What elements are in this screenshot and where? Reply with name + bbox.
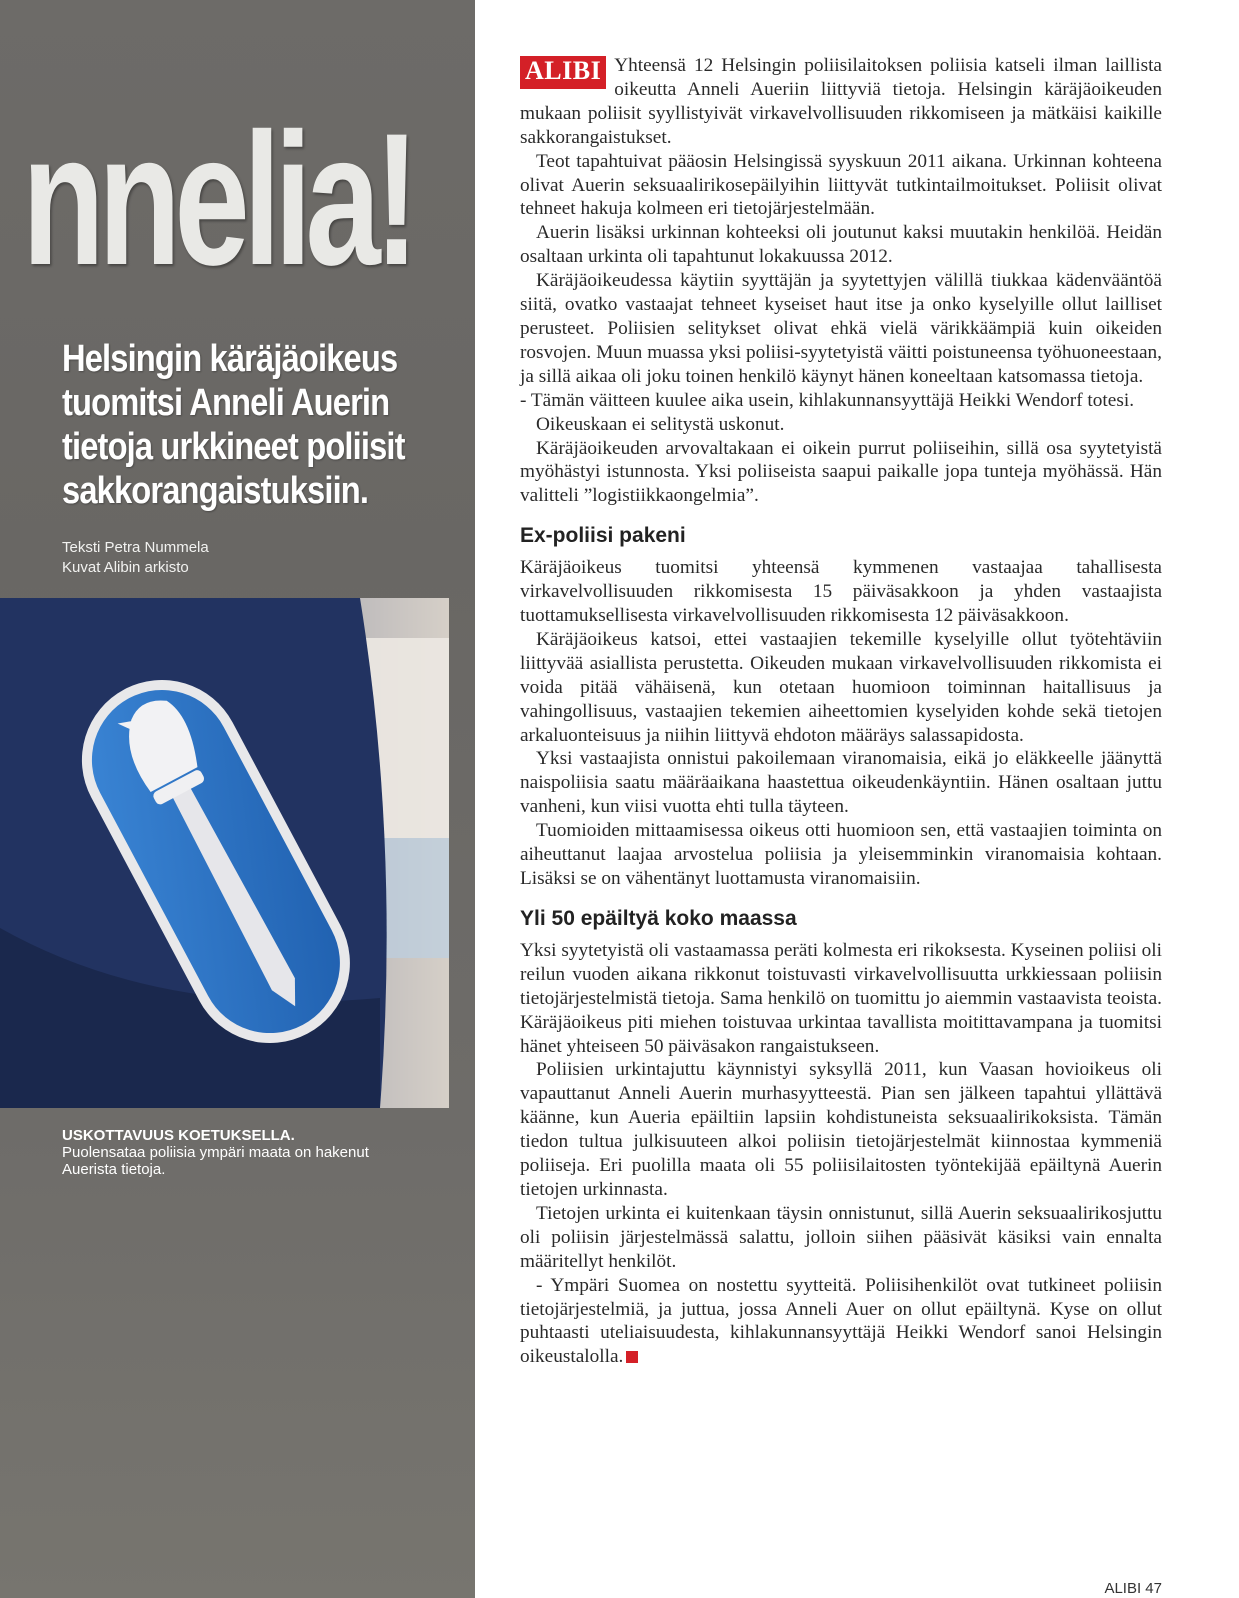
- end-mark-icon: [626, 1351, 638, 1363]
- paragraph-text: Yhteensä 12 Helsingin poliisilaitoksen poliisia katseli ilman laillista oikeutta Anneli Aueriin liittyviä tietoja. Helsingin käräjäoikeuden mukaan poliisit syyllistyivät virkavelvollisuuden rikkomiseen ja mätkäisi kaikille sakkorangaistukset.: [520, 55, 1162, 148]
- caption-title: USKOTTAVUUS KOETUKSELLA.: [62, 1127, 295, 1144]
- headline: nnelia!: [22, 94, 413, 304]
- deck-line: tietoja urkkineet poliisit: [62, 426, 405, 468]
- credit-photos: Kuvat Alibin arkisto: [62, 559, 189, 576]
- paragraph-text: - Ympäri Suomea on nostettu syytteitä. Poliisihenkilöt ovat tutkineet poliisin tietojärjestelmiä, ja juttua, jossa Anneli Auer on ollut epäiltynä. Kyse on ollut puhtaasti uteliaisuudesta, kihlakunnansyyttäjä Heikki Wendorf sanoi Helsingin oikeustalolla.: [520, 1274, 1162, 1368]
- subheading: Ex-poliisi pakeni: [520, 524, 686, 548]
- deck-line: sakkorangaistuksiin.: [62, 470, 369, 512]
- paragraph: Käräjäoikeuden arvovaltakaan ei oikein purrut poliiseihin, sillä osa syytetyistä myöhästyi istunnosta. Yksi poliiseista saapui paikalle jopa tunteja myöhässä. Hän valitteli ”logistiikkaongelmia”.: [520, 437, 1162, 507]
- deck: [62, 337, 462, 513]
- paragraph: Teot tapahtuivat pääosin Helsingissä syyskuun 2011 aikana. Urkinnan kohteena olivat Auerin seksuaalirikosepäilyihin liittyvät tutkintailmoitukset. Poliisit olivat tehneet hakuja kolmeen eri tietojärjestelmään.: [520, 150, 1162, 220]
- byline: [62, 538, 209, 578]
- police-patch-photo: [0, 598, 449, 1108]
- sidebar-panel: [0, 0, 475, 1598]
- caption-text: Puolensataa poliisia ympäri maata on hakenut Auerista tietoja.: [62, 1144, 369, 1178]
- paragraph: - Tämän väitteen kuulee aika usein, kihlakunnansyyttäjä Heikki Wendorf totesi.: [520, 389, 1135, 411]
- paragraph: [520, 1274, 1162, 1370]
- police-patch-illustration: [0, 598, 449, 1108]
- deck-line: tuomitsi Anneli Auerin: [62, 382, 390, 424]
- paragraph: Yksi vastaajista onnistui pakoilemaan viranomaisia, eikä jo eläkkeelle jäänyttä naispoliisia saatu määräaikana haastettua oikeudenkäyntiin. Hänen osaltaan juttu vanheni, kun viisi vuotta ehti tulla täyteen.: [520, 748, 1162, 818]
- subheading: Yli 50 epäiltyä koko maassa: [520, 906, 797, 930]
- paragraph: Käräjäoikeudessa käytiin syyttäjän ja syytettyjen välillä tiukkaa kädenvääntöä siitä, ovatko vastaajat tehneet kyseiset haut itse ja onko kyselyille ollut lailliset perusteet. Poliisien selitykset olivat ehkä vielä värikkäämpiä kuin oikeiden rosvojen. Muun muassa yksi poliisi-syytetyistä väitti poistuneensa työhuoneestaan, ja sillä aikaa oli joku toinen henkilö käynyt hänen koneeltaan katsomassa tietoja.: [520, 270, 1162, 387]
- deck-line: Helsingin käräjäoikeus: [62, 338, 398, 380]
- paragraph: Oikeuskaan ei selitystä uskonut.: [536, 413, 785, 435]
- alibi-logo: ALIBI: [520, 56, 606, 89]
- paragraph: Poliisien urkintajuttu käynnistyi syksyllä 2011, kun Vaasan hovioikeus oli vapauttanut Anneli Auerin murhasyytteestä. Pian sen jälkeen tapahtui yllättävä käänne, kun Aueria epäiltiin lapsiin kohdistuneista seksuaalirikoksista. Tämän tiedon tultua julkisuuteen alkoi poliisin tietojärjestelmät kiinnostaa kymmeniä poliiseja. Eri puolilla maata oli 55 poliisilaitosten työntekijää epäiltynä Auerin tietojen urkinnasta.: [520, 1059, 1162, 1200]
- paragraph: Auerin lisäksi urkinnan kohteeksi oli joutunut kaksi muutakin henkilöä. Heidän osaltaan urkinta oli tapahtunut lokakuussa 2012.: [520, 222, 1162, 268]
- article-body: [520, 54, 1162, 1369]
- paragraph: Käräjäoikeus tuomitsi yhteensä kymmenen vastaajaa tahallisesta virkavelvollisuuden rikkomisesta 15 päiväsakkoon ja yhden vastaajista tuottamuksellisesta virkavelvollisuuden rikkomisesta 12 päiväsakkoon.: [520, 557, 1162, 627]
- paragraph: [520, 54, 1162, 150]
- paragraph: Yksi syytetyistä oli vastaamassa peräti kolmesta eri rikoksesta. Kyseinen poliisi oli reilun vuoden aikana rikkonut toistuvasti virkavelvollisuutta urkkiessaan poliisin tietojärjestelmistä tietoja. Sama henkilö on tuomittu jo aiemmin vastaavista teoista. Käräjäoikeus piti miehen toistuvaa urkintaa tavallista moitittavampana ja tuomitsi hänet yhteiseen 50 päiväsakon rangaistukseen.: [520, 939, 1162, 1057]
- photo-caption: [62, 1127, 392, 1178]
- paragraph: Tietojen urkinta ei kuitenkaan täysin onnistunut, sillä Auerin seksuaalirikosjuttu oli poliisin järjestelmässä salattu, jolloin siihen pääsivät käsiksi vain ennalta määritellyt henkilöt.: [520, 1202, 1162, 1272]
- paragraph: Tuomioiden mittaamisessa oikeus otti huomioon sen, että vastaajien toiminta on aiheuttanut laajaa arvostelua poliisia ja yleisemminkin viranomaisia kohtaan. Lisäksi se on vähentänyt luottamusta viranomaisiin.: [520, 820, 1162, 889]
- credit-text: Teksti Petra Nummela: [62, 539, 209, 556]
- paragraph: Käräjäoikeus katsoi, ettei vastaajien tekemille kyselyille ollut työtehtäviin liittyvää asiallista perustetta. Oikeuden mukaan virkavelvollisuuden rikkomista ei voida pitää vähäisenä, kun otetaan huomioon toiminnan haitallisuus ja vahingollisuus, vastaajien tekemien aiheettomien kyselyiden kohde sekä tietojen arkaluonteisuus ja niihin liittyvä ehdoton määräys salassapidosta.: [520, 628, 1162, 746]
- page-folio: ALIBI 47: [1104, 1580, 1162, 1597]
